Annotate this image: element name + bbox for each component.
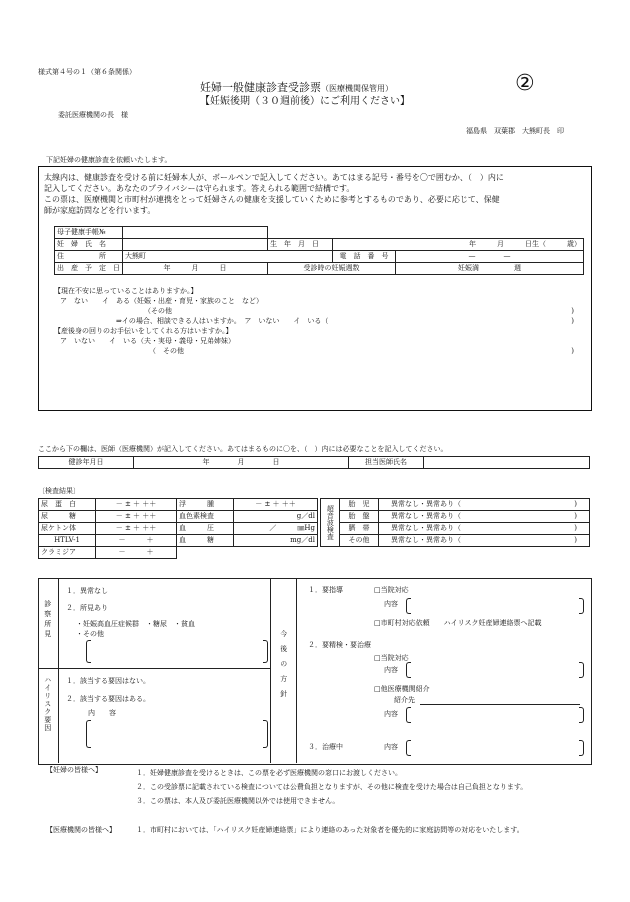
close-paren: ): [571, 307, 574, 315]
doctor-name-field[interactable]: [424, 457, 590, 469]
address-field[interactable]: 大熊町: [123, 251, 333, 263]
phone-field[interactable]: — —: [396, 251, 584, 263]
result-value[interactable]: － ± ＋ ＋＋: [96, 511, 177, 523]
diagnosis-bracket-left: [86, 640, 91, 663]
diagnosis-findings[interactable]: ２．所見あり: [66, 604, 108, 612]
us-value[interactable]: 異常なし・異常あり（ ): [379, 499, 590, 511]
risk-none[interactable]: １．該当する要因はない。: [66, 677, 150, 685]
us-value[interactable]: 異常なし・異常あり（ ): [379, 535, 590, 547]
due-date-field[interactable]: 年 月 日: [123, 263, 268, 275]
answer-anxiety-other[interactable]: （その他 ): [144, 307, 574, 315]
policy-exam-inhouse[interactable]: □当院対応: [374, 654, 409, 662]
result-label: 浮 腫: [177, 499, 234, 511]
result-value[interactable]: － ± ＋ ＋＋: [96, 499, 177, 511]
risk-content-label: 内 容: [88, 709, 116, 717]
answer-helper-other[interactable]: （ その他 ): [149, 347, 574, 355]
instructions: [44, 172, 589, 216]
results-heading: 〔検査結果〕: [38, 487, 80, 495]
diagnosis-normal[interactable]: １．異常なし: [66, 587, 108, 595]
weeks-field[interactable]: 妊娠満 週: [396, 263, 584, 275]
result-value[interactable]: mg／dl: [234, 535, 318, 547]
address-label: 住 所: [55, 251, 123, 263]
results-table: [38, 498, 318, 559]
number-mark: ②: [515, 71, 535, 96]
instruction-line: 記入してください。あなたのプライバシーは守られます。答えられる範囲で結構です。: [44, 184, 355, 193]
policy-exam[interactable]: ２．要精検・要治療: [308, 641, 371, 649]
issuer: 福島県 双葉郡 大熊町長 印: [466, 127, 564, 135]
exam-date-label: 健診年月日: [39, 457, 134, 469]
note-item: ３．この票は、本人及び委託医療機関以外では使用できません。: [136, 797, 340, 805]
us-value[interactable]: 異常なし・異常あり（ ): [379, 523, 590, 535]
policy-guidance[interactable]: １．要指導: [308, 586, 343, 594]
handbook-no-label: 母子健康手帳№: [55, 227, 123, 239]
result-label: 尿ケトン体: [39, 523, 96, 535]
instruction-line: この票は、医療機関と市町村が連携をとって妊婦さんの健康を支援していくために参考とするものであり、必要に応じて、保健: [44, 195, 500, 204]
dob-field[interactable]: 年 月 日生（ 歳）: [333, 239, 584, 251]
diagnosis-options: [66, 586, 195, 639]
due-date-label: 出 産 予 定 日: [55, 263, 123, 275]
instruction-line: 太線内は、健康診査を受ける前に妊婦本人が、ボールペンで記入してください。あてはまる記号・番号を〇で囲むか、（ ）内に: [44, 173, 504, 182]
us-value[interactable]: 異常なし・異常あり（ ): [379, 511, 590, 523]
questions: [54, 286, 584, 356]
policy-guidance-inhouse[interactable]: □当院対応: [374, 586, 409, 594]
result-label: 血 糖: [177, 535, 234, 547]
result-value[interactable]: g／dl: [234, 511, 318, 523]
referral-dest-line[interactable]: [420, 704, 580, 705]
us-label: その他: [340, 535, 379, 547]
instruction-line: 師が家庭訪問などを行います。: [44, 206, 156, 215]
doctor-name-label: 担当医師氏名: [349, 457, 424, 469]
exam-date-table: [38, 456, 590, 469]
notes-patients: [136, 766, 527, 808]
result-value[interactable]: － ± ＋ ＋＋: [234, 499, 318, 511]
patient-info-table: [54, 226, 584, 275]
result-value[interactable]: － ＋: [96, 535, 177, 547]
exam-date-field[interactable]: 年 月 日: [134, 457, 349, 469]
close-paren: ): [571, 347, 574, 355]
notes-clinic-label: 【医療機関の皆様へ】: [46, 826, 116, 834]
result-label: 血色素検査: [177, 511, 234, 523]
request-text: 下記妊婦の健康診査を依頼いたします。: [46, 156, 172, 164]
title-main: 妊婦一般健康診査受診票: [200, 81, 321, 94]
diagnosis-sub[interactable]: ・妊娠高血圧症候群 ・糖尿 ・貧血: [76, 620, 195, 628]
question-anxiety: 【現在不安に思っていることはありますか。】: [54, 287, 198, 295]
policy-exam-content-label: 内容: [384, 666, 398, 674]
policy-referral-dest-label: 紹介先: [394, 696, 415, 704]
form-code: 様式第４号の１（第６条関係）: [38, 68, 136, 76]
policy-referral-content-label: 内容: [384, 710, 398, 718]
result-value[interactable]: － ＋: [96, 547, 177, 559]
result-value[interactable]: ／ ㎜Hg: [234, 523, 318, 535]
policy-label: 今後の方針: [279, 630, 288, 705]
risk-present[interactable]: ２．該当する要因はある。: [66, 695, 150, 703]
name-label: 妊 婦 氏 名: [55, 239, 123, 251]
notes-patients-label: 【妊婦の皆様へ】: [46, 766, 102, 774]
ultrasound-table: [320, 498, 590, 547]
answer-helper[interactable]: ア いない イ いる（夫・実母・義母・兄弟姉妹）: [60, 337, 235, 345]
result-label: 尿 蛋 白: [39, 499, 96, 511]
policy-referral[interactable]: □他医療機関紹介: [374, 685, 430, 693]
answer-anxiety[interactable]: ア ない イ ある（妊娠・出産・育児・家族のこと など）: [60, 297, 263, 305]
addressee: 委託医療機関の長 様: [58, 111, 128, 119]
close-paren: ): [571, 317, 574, 325]
us-label: 胎 児: [340, 499, 379, 511]
result-label: 血 圧: [177, 523, 234, 535]
risk-options: [66, 676, 150, 718]
diagnosis-label: 診察所見: [43, 600, 52, 640]
risk-bracket-right: [263, 720, 268, 748]
answer-consult[interactable]: ⇒イの場合、相談できる人はいますか。 ア いない イ いる（ ): [116, 317, 574, 325]
result-label: HTLV-1: [39, 535, 96, 547]
policy-municipal-request[interactable]: □市町村対応依頼 ハイリスク妊産婦連絡票へ記載: [374, 619, 542, 627]
title-note: （医療機関保管用）: [321, 84, 393, 93]
risk-label: ハイリスク要因: [43, 676, 52, 732]
note-item: １．妊婦健康診査を受けるときは、この票を必ず医療機関の窓口にお渡しください。: [136, 769, 402, 777]
doctor-intro: ここから下の欄は、医師（医療機関）が記入してください。あてはまるものに〇を、（ ）内には必要なことを記入してください。: [38, 445, 448, 453]
form-title: [200, 81, 393, 95]
diagnosis-bracket-right: [263, 640, 268, 663]
note-item: １．市町村においては、「ハイリスク妊産婦連絡票」により連絡のあった対象者を優先的に家庭訪問等の対応をいたします。: [136, 826, 524, 834]
form-subtitle: 【妊娠後期（３０週前後）にご利用ください】: [200, 96, 410, 107]
policy-treating-content-label: 内容: [384, 743, 398, 751]
result-label: 尿 糖: [39, 511, 96, 523]
result-value[interactable]: － ± ＋ ＋＋: [96, 523, 177, 535]
policy-treating[interactable]: ３．治療中: [308, 743, 343, 751]
handbook-no-field[interactable]: [123, 227, 268, 239]
us-label: 胎 盤: [340, 511, 379, 523]
phone-label: 電 話 番 号: [333, 251, 396, 263]
weeks-label: 受診時の妊娠週数: [268, 263, 396, 275]
result-label: クラミジア: [39, 547, 96, 559]
name-field[interactable]: [123, 239, 268, 251]
risk-bracket-left: [86, 720, 91, 748]
dob-label: 生 年 月 日: [268, 239, 333, 251]
us-label: 臍 帯: [340, 523, 379, 535]
question-helper: 【産後身の回りのお手伝いをしてくれる方はいますか。】: [54, 327, 233, 335]
note-item: ２．この受診票に記載されている検査については公費負担となりますが、その他に検査を受けた場合は自己負担となります。: [136, 783, 528, 791]
policy-guidance-content-label: 内容: [384, 600, 398, 608]
ultrasound-label: 超音波検査: [326, 505, 335, 540]
diagnosis-other[interactable]: ・その他: [76, 630, 104, 638]
